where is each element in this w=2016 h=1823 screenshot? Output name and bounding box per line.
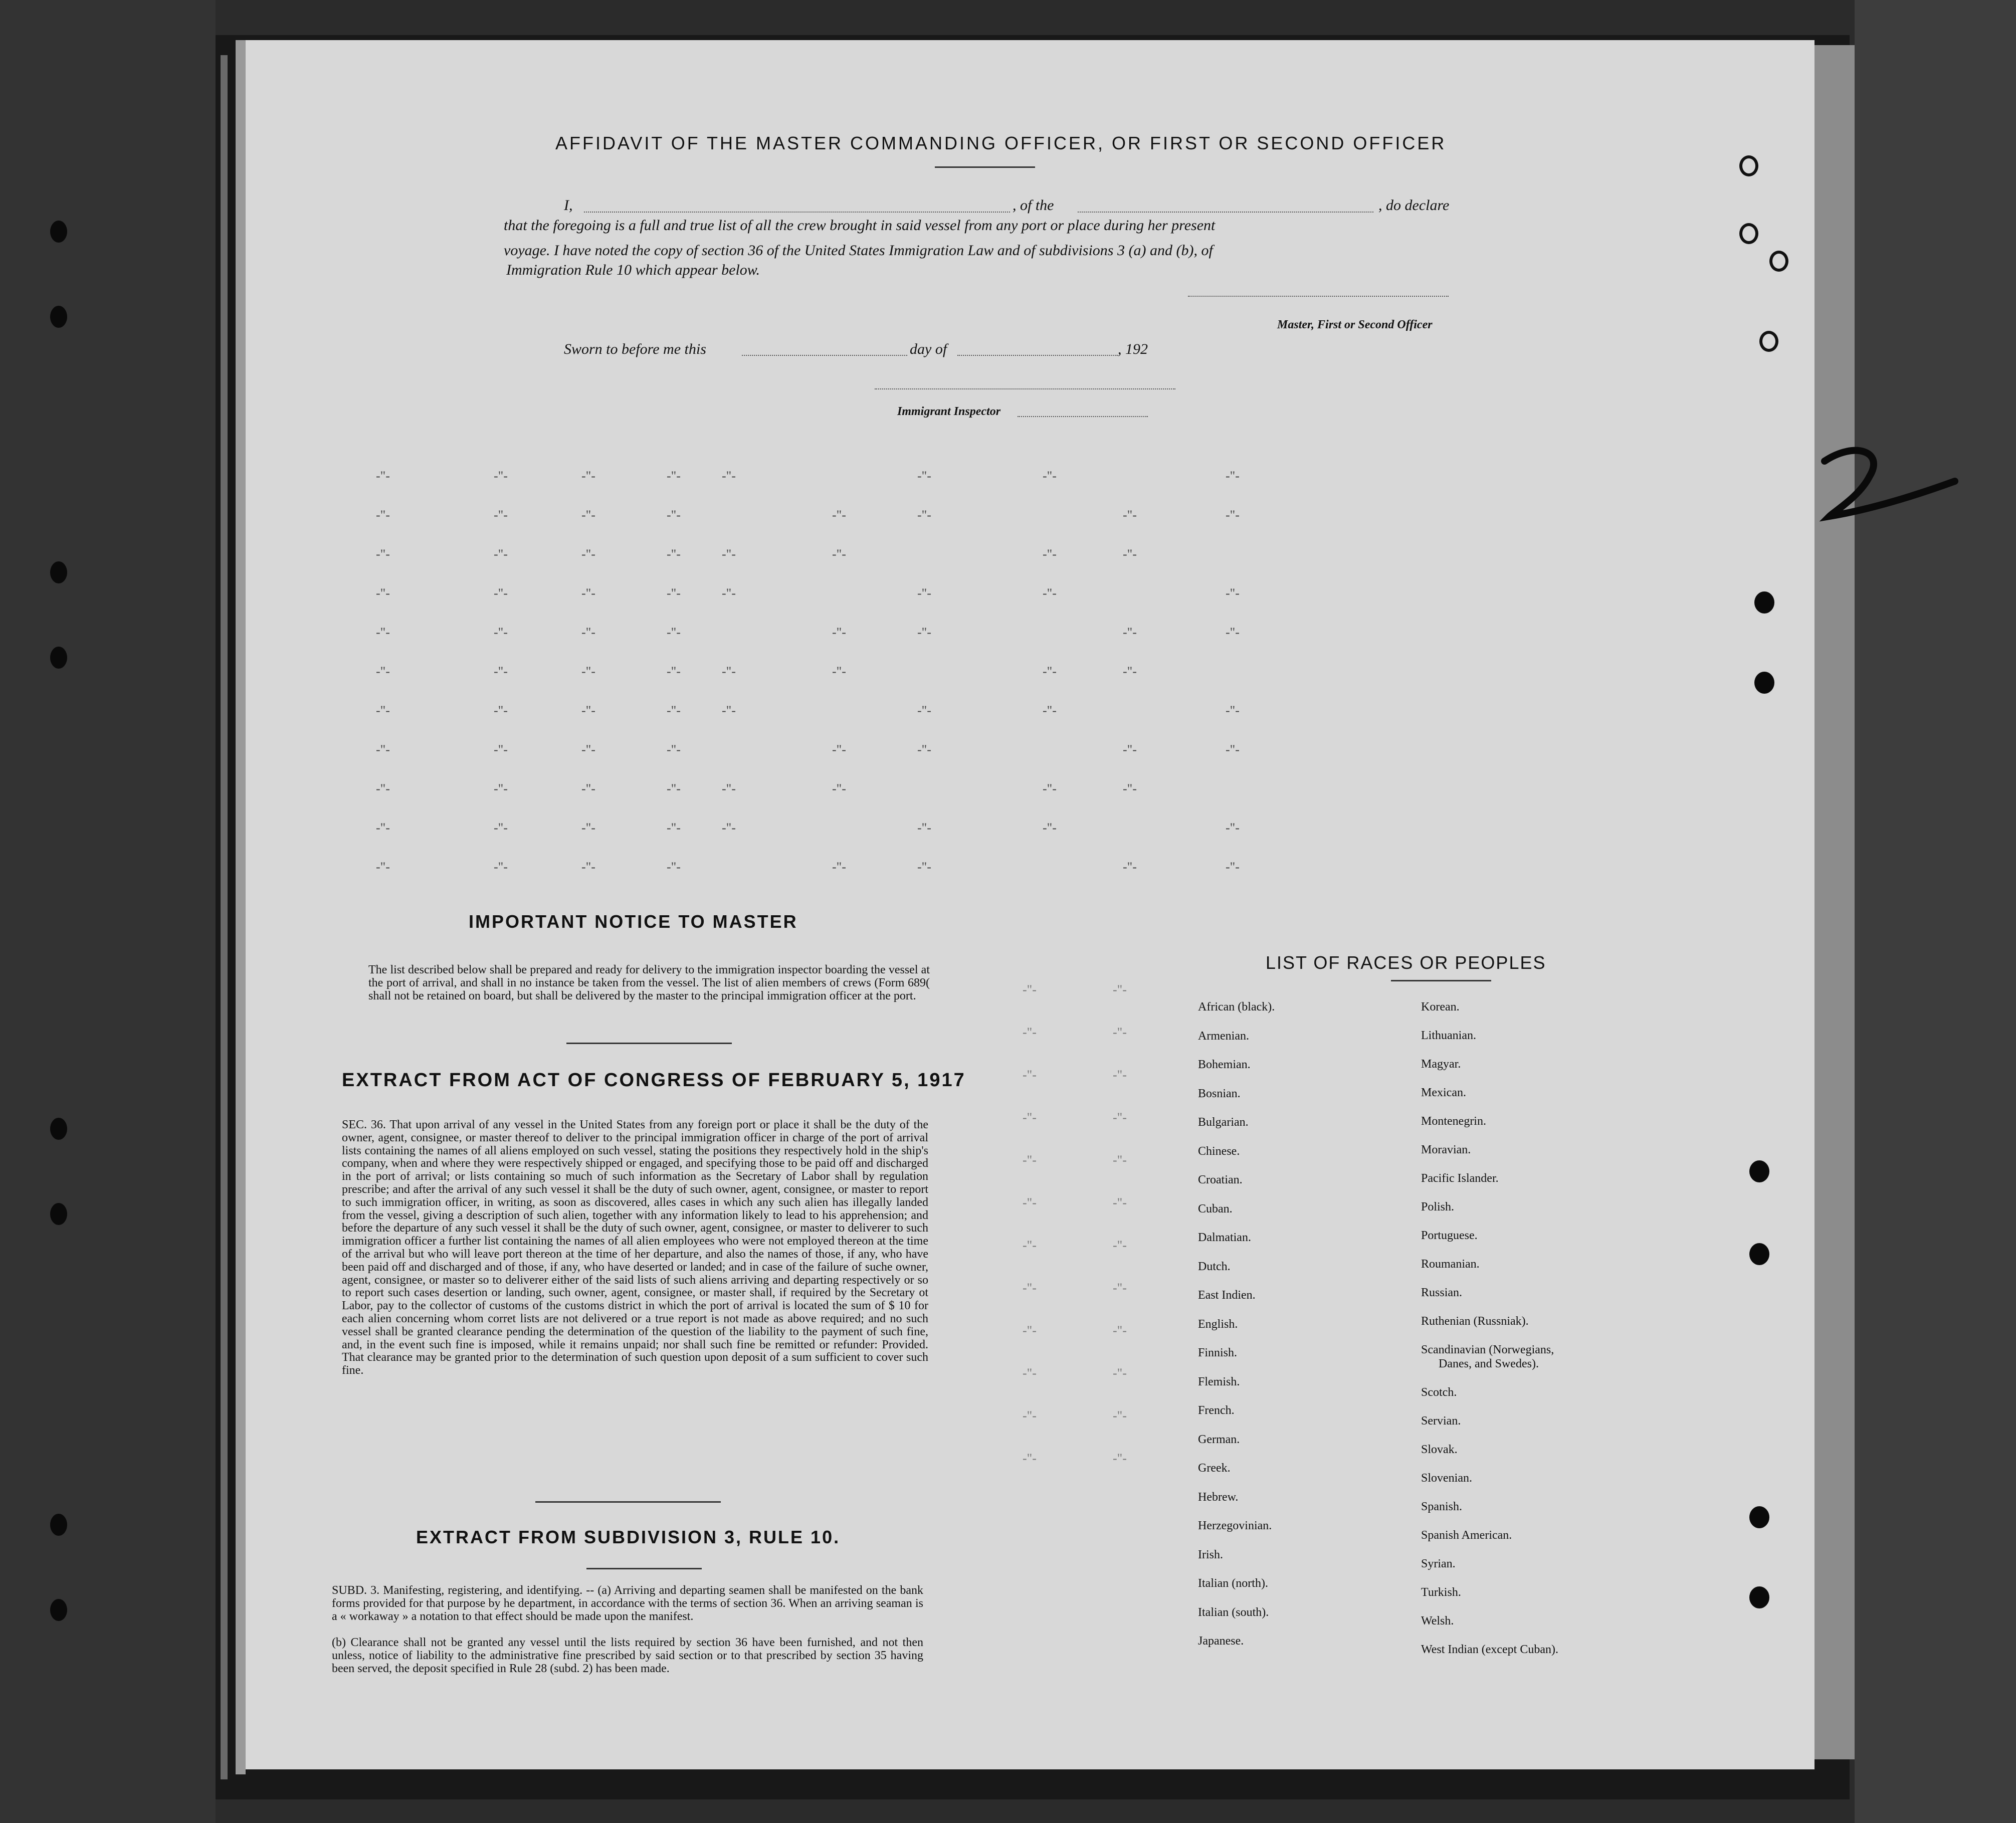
- ditto-mark: -"-: [376, 860, 390, 874]
- ditto-mark: -"-: [376, 625, 390, 640]
- page-edge-under: [221, 55, 228, 1779]
- race-item: Montenegrin.: [1421, 1115, 1486, 1128]
- ditto-mark: -"-: [667, 781, 681, 796]
- binder-ring-hole: [1769, 251, 1788, 272]
- binder-hole: [1749, 1506, 1769, 1528]
- ditto-mark: -"-: [1226, 586, 1240, 600]
- binder-hole: [50, 1514, 67, 1536]
- declaration-i: I,: [564, 197, 573, 214]
- extract-rule-text-a: SUBD. 3. Manifesting, registering, and identifying. -- (a) Arriving and departing seamen shall be manifested on the bank forms provided for that purpose by he department, in accordance with the terms of section 36. When an arriving seaman is a « workaway » a notation to that effect should be made upon the manifest.: [332, 1584, 923, 1623]
- ditto-mark: -"-: [494, 508, 508, 522]
- race-item: Greek.: [1198, 1462, 1231, 1475]
- ditto-mark: -"-: [1226, 508, 1240, 522]
- ditto-mark: -"-: [667, 586, 681, 600]
- ditto-mark: -"-: [376, 821, 390, 835]
- ditto-mark: -"-: [832, 664, 846, 679]
- race-item: Slovenian.: [1421, 1472, 1472, 1485]
- race-item: Herzegovinian.: [1198, 1519, 1272, 1532]
- race-item: Syrian.: [1421, 1557, 1456, 1570]
- race-item: Croatian.: [1198, 1173, 1243, 1186]
- ditto-mark: -"-: [1043, 547, 1057, 561]
- ditto-mark: -"-: [1023, 982, 1037, 997]
- race-item: Mexican.: [1421, 1086, 1466, 1099]
- ditto-mark: -"-: [1113, 1366, 1127, 1380]
- ditto-mark: -"-: [581, 469, 595, 483]
- ditto-mark: -"-: [494, 547, 508, 561]
- ditto-mark: -"-: [667, 664, 681, 679]
- ditto-mark: -"-: [1023, 1238, 1037, 1253]
- ditto-mark: -"-: [722, 781, 736, 796]
- ditto-mark: -"-: [667, 547, 681, 561]
- inspector-label: Immigrant Inspector: [897, 405, 1001, 418]
- important-notice-heading: IMPORTANT NOTICE TO MASTER: [469, 911, 798, 932]
- ditto-mark: -"-: [494, 664, 508, 679]
- section-divider: [586, 1568, 702, 1569]
- ditto-mark: -"-: [581, 586, 595, 600]
- races-heading: LIST OF RACES OR PEOPLES: [1266, 952, 1546, 973]
- ditto-mark: -"-: [1123, 508, 1137, 522]
- ditto-mark: -"-: [494, 703, 508, 718]
- binder-hole: [1749, 1160, 1769, 1182]
- ditto-mark: -"-: [1226, 821, 1240, 835]
- underlying-page-strip: [1815, 45, 1855, 1759]
- binder-hole: [50, 561, 67, 583]
- day-of-text: day of: [910, 341, 947, 357]
- vessel-blank[interactable]: [1078, 212, 1373, 213]
- sworn-month-blank[interactable]: [957, 355, 1118, 356]
- ditto-mark: -"-: [917, 821, 931, 835]
- ditto-mark: -"-: [917, 742, 931, 757]
- race-item: Korean.: [1421, 1000, 1460, 1014]
- ditto-mark: -"-: [581, 860, 595, 874]
- binder-hole: [1754, 672, 1774, 694]
- race-item: Hebrew.: [1198, 1490, 1239, 1504]
- race-item: Cuban.: [1198, 1202, 1233, 1216]
- ditto-mark: -"-: [494, 625, 508, 640]
- race-item: Japanese.: [1198, 1635, 1244, 1648]
- ditto-mark: -"-: [376, 508, 390, 522]
- binder-ring-hole: [1739, 155, 1758, 176]
- important-notice-text: The list described below shall be prepared and ready for delivery to the immigration inspector boarding the vessel at the port of arrival, and shall in no instance be taken from the vessel. The list of alien members of crews (Form 689( shall not be retained on board, but shall be delivered by the master to the principal immigration officer at the port.: [368, 963, 930, 1002]
- ditto-mark: -"-: [376, 781, 390, 796]
- ditto-mark: -"-: [376, 703, 390, 718]
- ditto-mark: -"-: [722, 469, 736, 483]
- race-item: Armenian.: [1198, 1029, 1249, 1043]
- race-item: Dalmatian.: [1198, 1231, 1251, 1244]
- binder-hole: [50, 1599, 67, 1621]
- ditto-mark: -"-: [917, 469, 931, 483]
- signature-label: Master, First or Second Officer: [1277, 318, 1433, 331]
- race-item: Bosnian.: [1198, 1087, 1241, 1100]
- ditto-mark: -"-: [1113, 1238, 1127, 1253]
- name-blank[interactable]: [584, 212, 1010, 213]
- ditto-mark: -"-: [1113, 1195, 1127, 1210]
- ditto-mark: -"-: [494, 742, 508, 757]
- ditto-mark: -"-: [494, 586, 508, 600]
- ditto-mark: -"-: [376, 547, 390, 561]
- ditto-mark: -"-: [1043, 781, 1057, 796]
- sworn-day-blank[interactable]: [742, 355, 907, 356]
- race-item: Magyar.: [1421, 1058, 1461, 1071]
- race-item: Moravian.: [1421, 1143, 1471, 1156]
- ditto-mark: -"-: [917, 508, 931, 522]
- race-item: Lithuanian.: [1421, 1029, 1476, 1042]
- section-divider: [566, 1043, 732, 1044]
- race-item: German.: [1198, 1433, 1240, 1446]
- declaration-line-2: that the foregoing is a full and true list of all the crew brought in said vessel from any port or place during her present: [504, 217, 1216, 234]
- race-item: Ruthenian (Russniak).: [1421, 1315, 1529, 1328]
- races-heading-underline: [1391, 980, 1491, 981]
- binder-hole: [50, 1118, 67, 1140]
- ditto-mark: -"-: [1113, 1281, 1127, 1295]
- ditto-mark: -"-: [494, 860, 508, 874]
- binder-hole: [50, 306, 67, 328]
- race-item: Chinese.: [1198, 1144, 1240, 1158]
- ditto-mark: -"-: [494, 781, 508, 796]
- ditto-mark: -"-: [1123, 625, 1137, 640]
- ditto-mark: -"-: [1123, 664, 1137, 679]
- race-item: Scandinavian (Norwegians,: [1421, 1343, 1554, 1356]
- ditto-mark: -"-: [1023, 1153, 1037, 1167]
- ditto-mark: -"-: [1226, 625, 1240, 640]
- race-item: West Indian (except Cuban).: [1421, 1643, 1558, 1656]
- race-item: Italian (south).: [1198, 1605, 1269, 1619]
- ditto-mark: -"-: [376, 742, 390, 757]
- signature-blank[interactable]: [1188, 296, 1449, 297]
- ditto-mark: -"-: [667, 860, 681, 874]
- inspector-signature-blank[interactable]: [875, 388, 1175, 389]
- ditto-mark: -"-: [1023, 1195, 1037, 1210]
- race-item: Danes, and Swedes).: [1439, 1357, 1539, 1370]
- ditto-mark: -"-: [832, 860, 846, 874]
- ditto-mark: -"-: [832, 781, 846, 796]
- ditto-mark: -"-: [1043, 703, 1057, 718]
- ditto-mark: -"-: [1023, 1025, 1037, 1040]
- race-item: English.: [1198, 1317, 1238, 1331]
- binder-ring-hole: [1759, 331, 1778, 352]
- ditto-mark: -"-: [376, 469, 390, 483]
- ditto-mark: -"-: [667, 742, 681, 757]
- handwritten-two-mark: [1815, 441, 1965, 531]
- ditto-mark: -"-: [376, 586, 390, 600]
- ditto-mark: -"-: [1043, 586, 1057, 600]
- race-item: Irish.: [1198, 1548, 1223, 1561]
- race-item: Bulgarian.: [1198, 1116, 1249, 1129]
- ditto-mark: -"-: [1113, 1068, 1127, 1082]
- declaration-of-the: , of the: [1013, 197, 1054, 214]
- race-item: Russian.: [1421, 1286, 1463, 1299]
- affidavit-heading: AFFIDAVIT OF THE MASTER COMMANDING OFFICER, OR FIRST OR SECOND OFFICER: [555, 133, 1447, 153]
- ditto-mark: -"-: [832, 547, 846, 561]
- ditto-mark: -"-: [1226, 469, 1240, 483]
- race-item: French.: [1198, 1404, 1235, 1417]
- ditto-mark: -"-: [1113, 1153, 1127, 1167]
- race-item: Flemish.: [1198, 1375, 1240, 1388]
- ditto-mark: -"-: [1123, 860, 1137, 874]
- binder-hole: [50, 221, 67, 243]
- extract-rule-heading: EXTRACT FROM SUBDIVISION 3, RULE 10.: [416, 1527, 841, 1547]
- race-item: Spanish.: [1421, 1500, 1463, 1513]
- declaration-do-declare: , do declare: [1378, 197, 1450, 214]
- page-edge: [236, 40, 246, 1774]
- ditto-mark: -"-: [581, 508, 595, 522]
- ditto-mark: -"-: [667, 821, 681, 835]
- ditto-mark: -"-: [1226, 860, 1240, 874]
- inspector-blank[interactable]: [1018, 416, 1148, 417]
- race-item: African (black).: [1198, 1000, 1275, 1014]
- ditto-mark: -"-: [832, 742, 846, 757]
- race-item: Bohemian.: [1198, 1058, 1251, 1071]
- ditto-mark: -"-: [1043, 821, 1057, 835]
- ditto-mark: -"-: [722, 586, 736, 600]
- race-item: Polish.: [1421, 1200, 1455, 1213]
- ditto-mark: -"-: [1123, 547, 1137, 561]
- ditto-mark: -"-: [722, 821, 736, 835]
- ditto-mark: -"-: [667, 469, 681, 483]
- ditto-mark: -"-: [722, 547, 736, 561]
- binder-hole: [1749, 1586, 1769, 1608]
- ditto-mark: -"-: [581, 781, 595, 796]
- race-item: Roumanian.: [1421, 1258, 1480, 1271]
- binder-hole: [50, 1203, 67, 1225]
- year-text: , 192: [1118, 341, 1148, 357]
- extract-act-heading: EXTRACT FROM ACT OF CONGRESS OF FEBRUARY 5, 1917: [342, 1070, 966, 1091]
- ditto-mark: -"-: [494, 469, 508, 483]
- binder-hole: [1754, 591, 1774, 614]
- ditto-mark: -"-: [376, 664, 390, 679]
- race-item: Pacific Islander.: [1421, 1172, 1499, 1185]
- ditto-mark: -"-: [917, 860, 931, 874]
- ditto-mark: -"-: [1043, 664, 1057, 679]
- extract-rule-text-b: (b) Clearance shall not be granted any vessel until the lists required by section 36 have been furnished, and not then unless, notice of liability to the administrative fine prescribed by said section or to that prescribed by section 35 having been served, the deposit specified in Rule 28 (subd. 2) has been made.: [332, 1636, 923, 1675]
- race-item: Scotch.: [1421, 1386, 1457, 1399]
- ditto-mark: -"-: [1023, 1068, 1037, 1082]
- ditto-mark: -"-: [1113, 1408, 1127, 1423]
- ditto-mark: -"-: [1043, 469, 1057, 483]
- ditto-mark: -"-: [722, 703, 736, 718]
- ditto-mark: -"-: [1023, 1323, 1037, 1338]
- ditto-mark: -"-: [917, 625, 931, 640]
- declaration-line-3: voyage. I have noted the copy of section 36 of the United States Immigration Law and of subdivisions 3 (a) and (b), of: [504, 242, 1213, 259]
- ditto-mark: -"-: [1023, 1366, 1037, 1380]
- form-page: [246, 40, 1815, 1769]
- ditto-mark: -"-: [832, 508, 846, 522]
- ditto-mark: -"-: [1113, 1025, 1127, 1040]
- race-item: Italian (north).: [1198, 1577, 1268, 1590]
- ditto-mark: -"-: [1113, 982, 1127, 997]
- race-item: Portuguese.: [1421, 1229, 1478, 1242]
- section-divider: [535, 1501, 721, 1503]
- ditto-mark: -"-: [1226, 703, 1240, 718]
- ditto-mark: -"-: [1023, 1408, 1037, 1423]
- binder-ring-hole: [1739, 223, 1758, 244]
- binder-hole: [1749, 1243, 1769, 1265]
- ditto-mark: -"-: [581, 664, 595, 679]
- ditto-mark: -"-: [917, 586, 931, 600]
- ditto-mark: -"-: [667, 508, 681, 522]
- extract-act-text: SEC. 36. That upon arrival of any vessel in the United States from any foreign port or place it shall be the duty of the owner, agent, consignee, or master thereof to deliver to the principal immigration officer in charge of the port of arrival lists containing the names of all aliens employed on such vessel, stating the positions they respectively hold in the ship's company, when and where they were respectively shipped or engaged, and specifying those to be paid off and discharged in the port of arrival; or lists containing so much of such information as the Secretary of Labor shall by regulation prescribe; and after the arrival of any such vessel it shall be the duty of such owner, agent, consignee, or master to report to such immigration officer, in writing, as soon as discovered, alles cases in which any such alien has illegally landed from the vessel, giving a description of such alien, together with any information likely to lead to his apprehension; and before the departure of any such vessel it shall be the duty of such owner, agent, consignee, or master to deliverer to such immigration officer a further list containing the names of all alien employees who were not employed thereon at the time of the arrival but who will leave port thereon at the time of her departure, and also the names of those, if any, who have been paid off and discharged and of those, if any, who have deserted or landed; and in case of the failure of suche owner, agent, consignee, or master so to deliverer either of the said lists of such aliens arriving and departing respectively or so to report such cases desertion or landing, such owner, agent, consignee, or master shall, if required by the Secretary ot Labor, pay to the collector of customs of the customs district in which the port of arrival is located the sum of $ 10 for each alien concerning whom corret lists are not delivered or a true report is not made as above required; and no such vessel shall be granted clearance pending the determination of the question of the liability to the payment of such fine, and, in the event such fine is imposed, while it remains unpaid; nor shall such fine be remitted or refunder: Provided. That clearance may be granted prior to the determination of such question upon deposit of a sum sufficient to cover such fine.: [342, 1118, 928, 1377]
- ditto-mark: -"-: [1123, 742, 1137, 757]
- race-item: Turkish.: [1421, 1586, 1461, 1599]
- ditto-mark: -"-: [1113, 1323, 1127, 1338]
- ditto-mark: -"-: [1023, 1110, 1037, 1125]
- race-item: Finnish.: [1198, 1346, 1238, 1359]
- ditto-mark: -"-: [1113, 1451, 1127, 1466]
- race-item: Dutch.: [1198, 1260, 1231, 1273]
- race-item: Slovak.: [1421, 1443, 1458, 1456]
- ditto-mark: -"-: [832, 625, 846, 640]
- race-item: Welsh.: [1421, 1614, 1454, 1628]
- ditto-mark: -"-: [1023, 1281, 1037, 1295]
- ditto-mark: -"-: [581, 703, 595, 718]
- ditto-mark: -"-: [581, 547, 595, 561]
- race-item: Spanish American.: [1421, 1529, 1512, 1542]
- binder-hole: [50, 647, 67, 669]
- ditto-mark: -"-: [917, 703, 931, 718]
- declaration-line-4: Immigration Rule 10 which appear below.: [506, 262, 760, 278]
- race-item: East Indien.: [1198, 1289, 1256, 1302]
- heading-underline: [935, 166, 1035, 168]
- ditto-mark: -"-: [1226, 742, 1240, 757]
- ditto-mark: -"-: [581, 821, 595, 835]
- sworn-text: Sworn to before me this: [564, 341, 706, 357]
- ditto-mark: -"-: [494, 821, 508, 835]
- ditto-mark: -"-: [1123, 781, 1137, 796]
- ditto-mark: -"-: [581, 625, 595, 640]
- ditto-mark: -"-: [1113, 1110, 1127, 1125]
- ditto-mark: -"-: [667, 625, 681, 640]
- ditto-mark: -"-: [581, 742, 595, 757]
- ditto-mark: -"-: [722, 664, 736, 679]
- race-item: Servian.: [1421, 1414, 1461, 1428]
- ditto-mark: -"-: [1023, 1451, 1037, 1466]
- ditto-mark: -"-: [667, 703, 681, 718]
